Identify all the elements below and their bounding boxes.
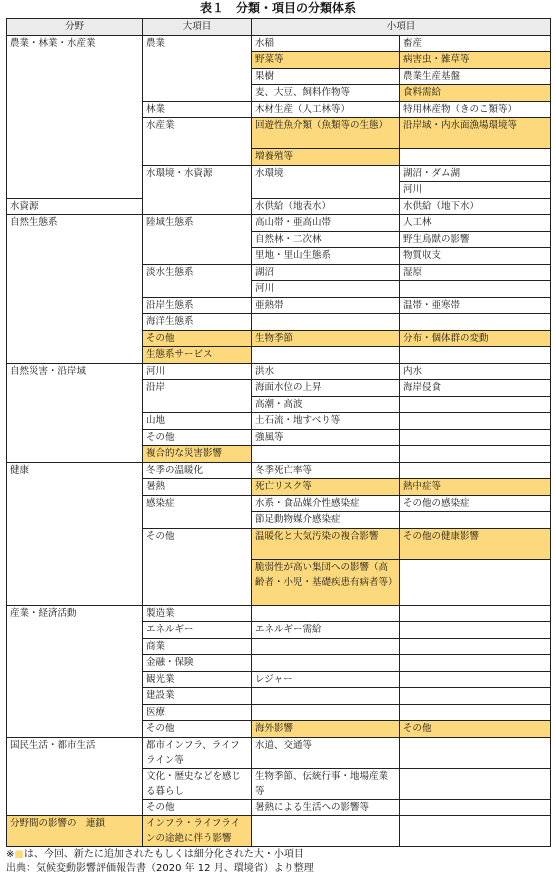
minor-cell-new: 死亡リスク等 xyxy=(252,479,400,496)
footnote-legend xyxy=(6,848,550,862)
field-cell: 自然生態系 xyxy=(7,215,143,364)
minor-cell-new: 増養殖等 xyxy=(252,149,400,166)
major-cell: 観光業 xyxy=(143,671,252,688)
table-row xyxy=(7,737,551,768)
minor-cell: 内水 xyxy=(400,363,551,380)
header-row xyxy=(7,19,551,36)
document xyxy=(6,0,550,876)
field-cell: 健康 xyxy=(7,462,143,605)
minor-cell-empty xyxy=(400,768,551,799)
minor-cell: 海面水位の上昇 xyxy=(252,380,400,397)
major-cell-new: 複合的な災害影響 xyxy=(143,446,252,463)
major-cell: 海洋生態系 xyxy=(143,314,252,331)
minor-cell: 水稲 xyxy=(252,35,400,52)
minor-cell: 水系・食品媒介性感染症 xyxy=(252,495,400,512)
minor-cell-new: その他の健康影響 xyxy=(400,528,551,559)
minor-cell-empty xyxy=(400,281,551,298)
major-cell: その他 xyxy=(143,528,252,605)
major-cell: 暑熱 xyxy=(143,479,252,496)
minor-cell-empty xyxy=(400,688,551,705)
note-prefix: ※ xyxy=(6,849,15,860)
minor-cell-new: 食料需給 xyxy=(400,85,551,102)
major-cell: その他 xyxy=(143,721,252,738)
minor-cell: 生物季節、伝統行事・地場産業等 xyxy=(252,768,400,799)
minor-cell: 節足動物媒介感染症 xyxy=(252,512,400,529)
source-note: 出典：気候変動影響評価報告書（2020 年 12 月、環境省）より整理 xyxy=(6,863,314,874)
minor-cell: 土石流・地すべり等 xyxy=(252,413,400,430)
minor-cell: 高潮・高波 xyxy=(252,396,400,413)
minor-cell-empty xyxy=(252,704,400,721)
minor-cell: 海岸侵食 xyxy=(400,380,551,397)
minor-cell-empty xyxy=(252,688,400,705)
minor-cell: 里地・里山生態系 xyxy=(252,248,400,265)
major-cell: 建設業 xyxy=(143,688,252,705)
minor-cell: 亜熱帯 xyxy=(252,297,400,314)
minor-cell-new: 野菜等 xyxy=(252,52,400,69)
header-major: 大項目 xyxy=(143,19,252,36)
minor-cell: 湿原 xyxy=(400,264,551,281)
major-cell: 文化・歴史などを感じる暮らし xyxy=(143,768,252,799)
minor-cell-new: 回遊性魚介類（魚類等の生態） xyxy=(252,118,400,149)
minor-cell: 水供給（地下水） xyxy=(400,198,551,215)
minor-cell-new: 海外影響 xyxy=(252,721,400,738)
major-cell: 製造業 xyxy=(143,605,252,622)
minor-cell-empty xyxy=(252,655,400,672)
field-cell: 国民生活・都市生活 xyxy=(7,737,143,816)
table-row xyxy=(7,462,551,479)
minor-cell-empty xyxy=(252,446,400,463)
minor-cell-empty xyxy=(400,622,551,639)
major-cell: 沿岸 xyxy=(143,380,252,413)
minor-cell: 湖沼・ダム湖 xyxy=(400,165,551,182)
major-cell: 沿岸生態系 xyxy=(143,297,252,314)
table-title: 表１ 分類・項目の分類体系 xyxy=(199,1,356,15)
minor-cell-empty xyxy=(400,671,551,688)
field-cell: 自然災害・沿岸域 xyxy=(7,363,143,462)
minor-cell-empty xyxy=(400,737,551,768)
minor-cell-empty xyxy=(400,512,551,529)
major-cell: 陸域生態系 xyxy=(143,215,252,265)
minor-cell-new: 分布・個体群の変動 xyxy=(400,330,551,347)
table-row xyxy=(7,816,551,847)
minor-cell: エネルギー需給 xyxy=(252,622,400,639)
minor-cell-new: 熱中症等 xyxy=(400,479,551,496)
major-cell-new: インフラ・ライフラインの途絶に伴う影響 xyxy=(143,816,252,847)
table-row xyxy=(7,215,551,232)
minor-cell-new: 生物季節 xyxy=(252,330,400,347)
major-cell: 農業 xyxy=(143,35,252,101)
minor-cell: レジャー xyxy=(252,671,400,688)
minor-cell: 人工林 xyxy=(400,215,551,232)
field-cell-new: 分野間の影響の 連鎖 xyxy=(7,816,143,847)
minor-cell-new: 病害虫・雑草等 xyxy=(400,52,551,69)
table-row xyxy=(7,363,551,380)
field-cell: 農業・林業・水産業 xyxy=(7,35,143,198)
minor-cell-empty xyxy=(400,347,551,364)
minor-cell: 温帯・亜寒帯 xyxy=(400,297,551,314)
field-cell: 産業・経済活動 xyxy=(7,605,143,737)
minor-cell-empty xyxy=(400,799,551,816)
minor-cell-empty xyxy=(400,655,551,672)
major-cell: 商業 xyxy=(143,638,252,655)
table-row xyxy=(7,605,551,622)
field-cell: 水環境・水資源 xyxy=(143,165,252,215)
major-cell-new: 生態系サービス xyxy=(143,347,252,364)
major-cell: その他 xyxy=(143,799,252,816)
minor-cell: 冬季死亡率等 xyxy=(252,462,400,479)
major-cell: 医療 xyxy=(143,704,252,721)
minor-cell-empty xyxy=(400,816,551,847)
major-cell-new: その他 xyxy=(143,330,252,347)
minor-cell: 河川 xyxy=(400,182,551,199)
minor-cell: 特用林産物（きのこ類等） xyxy=(400,101,551,118)
major-cell: 水資源 xyxy=(7,198,143,215)
major-cell: 感染症 xyxy=(143,495,252,528)
minor-cell-empty xyxy=(252,816,400,847)
minor-cell-empty xyxy=(400,429,551,446)
minor-cell-empty xyxy=(252,605,400,622)
minor-cell-empty xyxy=(400,704,551,721)
major-cell: 淡水生態系 xyxy=(143,264,252,297)
minor-cell: 洪水 xyxy=(252,363,400,380)
minor-cell-empty xyxy=(252,638,400,655)
major-cell: 都市インフラ、ライフライン等 xyxy=(143,737,252,768)
major-cell: 林業 xyxy=(143,101,252,118)
minor-cell-empty xyxy=(400,638,551,655)
table-row xyxy=(7,198,551,215)
major-cell: 金融・保険 xyxy=(143,655,252,672)
minor-cell: 畜産 xyxy=(400,35,551,52)
highlight-marker-icon: ■ xyxy=(14,849,24,860)
major-cell: 山地 xyxy=(143,413,252,430)
minor-cell-empty xyxy=(400,446,551,463)
minor-cell: その他の感染症 xyxy=(400,495,551,512)
minor-cell: 暑熱による生活への影響等 xyxy=(252,799,400,816)
minor-cell-empty xyxy=(400,462,551,479)
major-cell: エネルギー xyxy=(143,622,252,639)
minor-cell: 自然林・二次林 xyxy=(252,231,400,248)
minor-cell: 麦、大豆、飼料作物等 xyxy=(252,85,400,102)
minor-cell-empty xyxy=(400,559,551,605)
minor-cell-new: 温暖化と大気汚染の複合影響 xyxy=(252,528,400,559)
minor-cell-new: 脆弱性が高い集団への影響（高齢者・小児・基礎疾患有病者等） xyxy=(252,559,400,605)
minor-cell: 果樹 xyxy=(252,68,400,85)
minor-cell-empty xyxy=(252,347,400,364)
classification-table xyxy=(6,18,551,847)
minor-cell: 高山帯・亜高山帯 xyxy=(252,215,400,232)
minor-cell: 湖沼 xyxy=(252,264,400,281)
header-minor: 小項目 xyxy=(252,19,551,36)
header-field: 分野 xyxy=(7,19,143,36)
minor-cell: 農業生産基盤 xyxy=(400,68,551,85)
legend-text: は、今回、新たに追加されたもしくは細分化された大・小項目 xyxy=(23,849,304,860)
minor-cell: 水供給（地表水） xyxy=(252,198,400,215)
major-cell: その他 xyxy=(143,429,252,446)
major-cell: 冬季の温暖化 xyxy=(143,462,252,479)
table-row xyxy=(7,35,551,52)
major-cell: 水産業 xyxy=(143,118,252,166)
minor-cell-empty xyxy=(252,314,400,331)
major-cell: 河川 xyxy=(143,363,252,380)
minor-cell: 野生鳥獣の影響 xyxy=(400,231,551,248)
minor-cell-empty xyxy=(400,413,551,430)
minor-cell: 河川 xyxy=(252,281,400,298)
minor-cell: 強風等 xyxy=(252,429,400,446)
minor-cell-empty xyxy=(400,149,551,166)
major-cell: 水環境 xyxy=(252,165,400,198)
minor-cell-new: 沿岸域・内水面漁場環境等 xyxy=(400,118,551,149)
minor-cell-empty xyxy=(400,314,551,331)
minor-cell: 水道、交通等 xyxy=(252,737,400,768)
minor-cell: 木材生産（人工林等） xyxy=(252,101,400,118)
minor-cell-empty xyxy=(400,396,551,413)
minor-cell: 物質収支 xyxy=(400,248,551,265)
minor-cell-empty xyxy=(400,605,551,622)
minor-cell-new: その他 xyxy=(400,721,551,738)
footnotes xyxy=(6,848,550,876)
